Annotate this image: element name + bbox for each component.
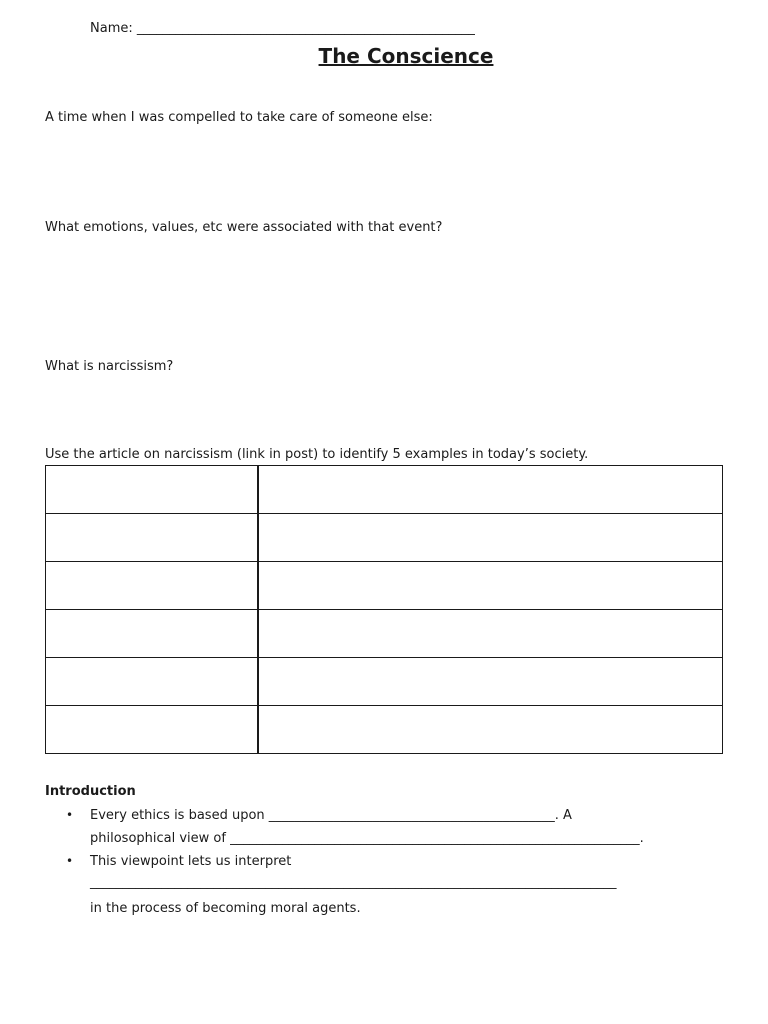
table-row xyxy=(46,562,723,610)
table-cell xyxy=(258,706,723,754)
bullet-icon: • xyxy=(66,808,74,822)
question-narcissism: What is narcissism? xyxy=(45,359,174,374)
table-cell xyxy=(258,562,723,610)
intro-line-viewpoint: This viewpoint lets us interpret xyxy=(90,854,292,869)
table-row xyxy=(46,610,723,658)
table-cell xyxy=(46,562,259,610)
question-examples: Use the article on narcissism (link in post) to identify 5 examples in today’s society. xyxy=(45,447,589,462)
table-cell xyxy=(46,514,259,562)
table-cell xyxy=(46,466,259,514)
intro-blank-line: _________________________________________________________________________________ xyxy=(90,875,617,890)
table-cell xyxy=(258,658,723,706)
table-row xyxy=(46,658,723,706)
table-row xyxy=(46,466,723,514)
intro-line-philosophical-view: philosophical view of _______________________________________________________________. xyxy=(90,831,644,846)
intro-line-moral-agents: in the process of becoming moral agents. xyxy=(90,901,361,916)
table-cell xyxy=(258,466,723,514)
question-care: A time when I was compelled to take care of someone else: xyxy=(45,110,433,125)
examples-table xyxy=(45,465,723,754)
intro-line-ethics: Every ethics is based upon ____________________________________________. A xyxy=(90,808,572,823)
table-cell xyxy=(46,658,259,706)
table-cell xyxy=(46,706,259,754)
table-cell xyxy=(46,610,259,658)
page-title: The Conscience xyxy=(318,44,494,68)
table-row xyxy=(46,706,723,754)
table-cell xyxy=(258,610,723,658)
name-line: Name: ____________________________________________________ xyxy=(90,21,475,36)
table-cell xyxy=(258,514,723,562)
bullet-icon: • xyxy=(66,854,74,868)
question-emotions: What emotions, values, etc were associated with that event? xyxy=(45,220,443,235)
table-row xyxy=(46,514,723,562)
introduction-heading: Introduction xyxy=(45,784,136,799)
